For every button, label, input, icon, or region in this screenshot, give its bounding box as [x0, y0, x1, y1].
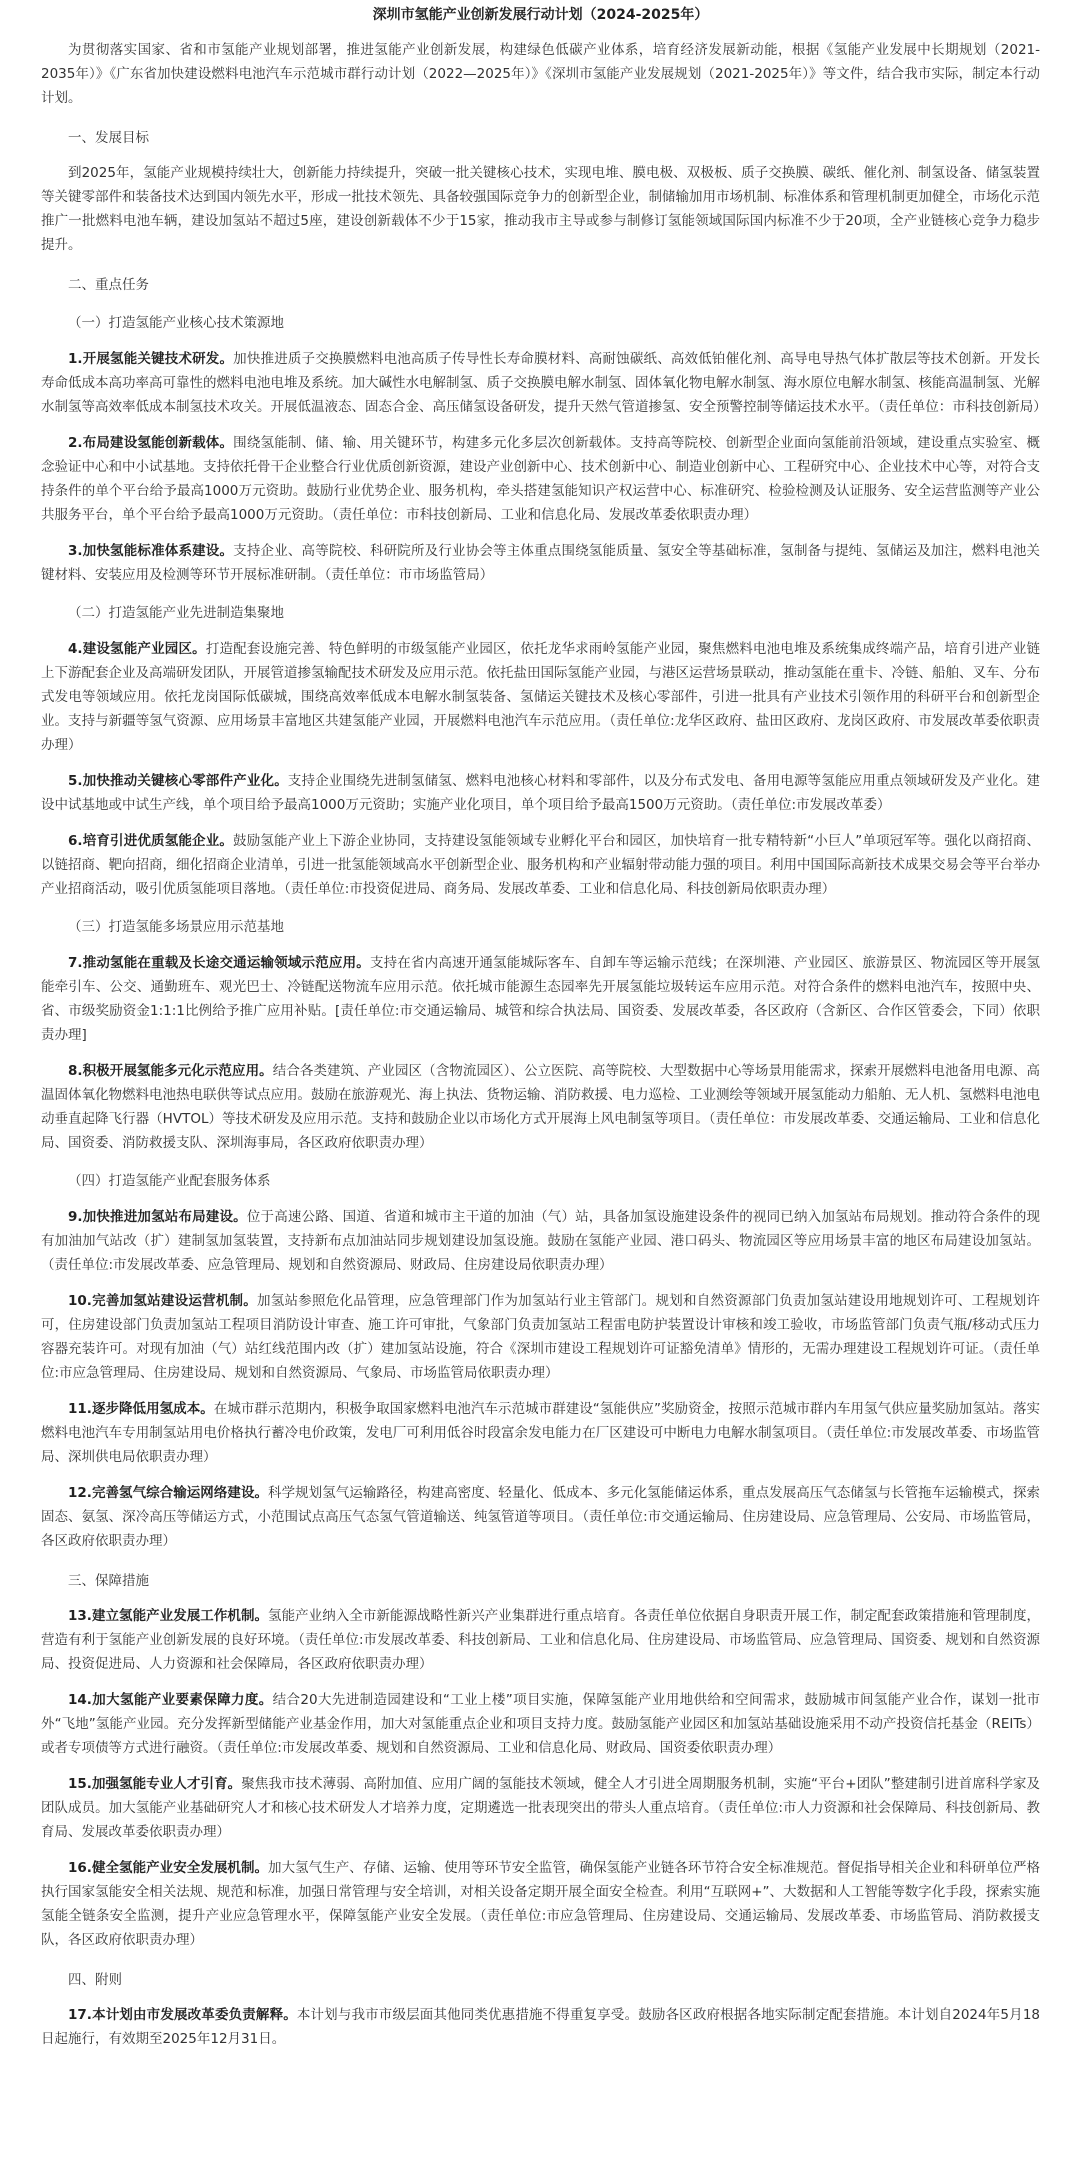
item-9	[41, 1205, 1040, 1277]
item-12-lead: 12.完善氢气综合输运网络建设。	[68, 1485, 269, 1501]
item-10-body: 加氢站参照危化品管理，应急管理部门作为加氢站行业主管部门。规划和自然资源部门负责加氢站建设用地规划许可、工程规划许可，住房建设部门负责加氢站工程项目消防设计审查、施工许可审批，气象部门负责加氢站工程雷电防护装置设计审核和竣工验收，市场监管部门负责气瓶/移动式压力容器充装许可。对现有加油（气）站红线范围内改（扩）建加氢站设施，符合《深圳市建设工程规划许可证豁免清单》情形的，无需办理建设工程规划许可证。（责任单位:市应急管理局、住房建设局、规划和自然资源局、气象局、市场监管局依职责办理）	[41, 1293, 1040, 1381]
item-4-lead: 4.建设氢能产业园区。	[68, 641, 206, 657]
item-5	[41, 769, 1040, 817]
item-12	[41, 1481, 1040, 1553]
item-10	[41, 1289, 1040, 1385]
item-6-lead: 6.培育引进优质氢能企业。	[68, 833, 234, 849]
item-2-lead: 2.布局建设氢能创新载体。	[68, 435, 234, 451]
item-8-body: 结合各类建筑、产业园区（含物流园区）、公立医院、高等院校、大型数据中心等场景用能需求，探索开展燃料电池备用电源、高温固体氧化物燃料电池热电联供等试点应用。鼓励在旅游观光、海上执法、货物运输、消防救援、电力巡检、工业测绘等领域开展氢能动力船舶、无人机、氢燃料电池电动垂直起降飞行器（HVTOL）等技术研发及应用示范。支持和鼓励企业以市场化方式开展海上风电制氢等项目。（责任单位：市发展改革委、交通运输局、工业和信息化局、国资委、消防救援支队、深圳海事局，各区政府依职责办理）	[41, 1063, 1040, 1151]
item-17	[41, 2003, 1040, 2051]
section-safeguards	[41, 1569, 1040, 1952]
item-7-body: 支持在省内高速开通氢能城际客车、自卸车等运输示范线；在深圳港、产业园区、旅游景区、物流园区等开展氢能牵引车、公交、通勤班车、观光巴士、冷链配送物流车应用示范。依托城市能源生态园率先开展氢能垃圾转运车应用示范。对符合条件的燃料电池汽车，按照中央、省、市级奖励资金1:1:1比例给予推广应用补贴。[责任单位:市交通运输局、城管和综合执法局、国资委、发展改革委，各区政府（含新区、合作区管委会，下同）依职责办理]	[41, 955, 1041, 1043]
item-14-lead: 14.加大氢能产业要素保障力度。	[68, 1692, 273, 1708]
item-2	[41, 431, 1040, 527]
item-6-body: 鼓励氢能产业上下游企业协同，支持建设氢能领域专业孵化平台和园区，加快培育一批专精特新“小巨人”单项冠军等。强化以商招商、以链招商、靶向招商，细化招商企业清单，引进一批氢能领域高水平创新型企业、服务机构和产业辐射带动能力强的项目。利用中国国际高新技术成果交易会等平台举办产业招商活动，吸引优质氢能项目落地。（责任单位:市投资促进局、商务局、发展改革委、工业和信息化局、科技创新局依职责办理）	[41, 833, 1040, 897]
item-11-lead: 11.逐步降低用氢成本。	[68, 1401, 214, 1417]
goal-paragraph: 到2025年，氢能产业规模持续壮大，创新能力持续提升，突破一批关键核心技术，实现电堆、膜电极、双极板、质子交换膜、碳纸、催化剂、制氢设备、储氢装置等关键零部件和装备技术达到国内领先水平，形成一批技术领先、具备较强国际竞争力的创新型企业，制储输加用市场机制、标准体系和管理机制更加健全，市场化示范推广一批燃料电池车辆，建设加氢站不超过5座，建设创新载体不少于15家，推动我市主导或参与制修订氢能领域国际国内标准不少于20项，全产业链核心竞争力稳步提升。	[41, 165, 1040, 253]
item-2-body: 围绕氢能制、储、输、用关键环节，构建多元化多层次创新载体。支持高等院校、创新型企业面向氢能前沿领域，建设重点实验室、概念验证中心和中小试基地。支持依托骨干企业整合行业优质创新资源，建设产业创新中心、技术创新中心、制造业创新中心、工程研究中心、企业技术中心等，对符合支持条件的单个平台给予最高1000万元资助。鼓励行业优势企业、服务机构，牵头搭建氢能知识产权运营中心、标准研究、检验检测及认证服务、安全运营监测等产业公共服务平台，单个平台给予最高1000万元资助。（责任单位：市科技创新局、工业和信息化局、发展改革委依职责办理）	[41, 435, 1041, 523]
item-6	[41, 829, 1040, 901]
section-heading-safeguards: 三、保障措施	[68, 1573, 149, 1589]
item-4	[41, 637, 1040, 757]
item-5-body: 支持企业围绕先进制氢储氢、燃料电池核心材料和零部件，以及分布式发电、备用电源等氢能应用重点领域研发及产业化。建设中试基地或中试生产线，单个项目给予最高1000万元资助；实施产业化项目，单个项目给予最高1500万元资助。（责任单位:市发展改革委）	[41, 773, 1040, 813]
subsection-heading-3: （三）打造氢能多场景应用示范基地	[68, 919, 284, 935]
item-7-lead: 7.推动氢能在重载及长途交通运输领域示范应用。	[68, 955, 370, 971]
item-8	[41, 1059, 1040, 1155]
section-heading-appendix: 四、附则	[68, 1972, 122, 1988]
item-11	[41, 1397, 1040, 1469]
item-7	[41, 951, 1040, 1047]
item-13-body: 氢能产业纳入全市新能源战略性新兴产业集群进行重点培育。各责任单位依据自身职责开展工作，制定配套政策措施和管理制度，营造有利于氢能产业创新发展的良好环境。（责任单位:市发展改革委、科技创新局、工业和信息化局、住房建设局、市场监管局、应急管理局、国资委、规划和自然资源局、投资促进局、人力资源和社会保障局，各区政府依职责办理）	[41, 1608, 1040, 1672]
item-1-body: 加快推进质子交换膜燃料电池高质子传导性长寿命膜材料、高耐蚀碳纸、高效低铂催化剂、高导电导热气体扩散层等技术创新。开发长寿命低成本高功率高可靠性的燃料电池电堆及系统。加大碱性水电解制氢、质子交换膜电解水制氢、固体氧化物电解水制氢、海水原位电解水制氢、核能高温制氢、光解水制氢等高效率低成本制氢技术攻关。开展低温液态、固态合金、高压储氢设备研发，提升天然气管道掺氢、安全预警控制等储运技术水平。（责任单位：市科技创新局）	[41, 351, 1047, 415]
subsection-heading-1: （一）打造氢能产业核心技术策源地	[68, 315, 284, 331]
item-1-lead: 1.开展氢能关键技术研发。	[68, 351, 234, 367]
item-15	[41, 1772, 1040, 1844]
intro-paragraph: 为贯彻落实国家、省和市氢能产业规划部署，推进氢能产业创新发展，构建绿色低碳产业体系，培育经济发展新动能，根据《氢能产业发展中长期规划（2021-2035年）》《广东省加快建设燃料电池汽车示范城市群行动计划（2022—2025年）》《深圳市氢能产业发展规划（2021-2025年）》等文件，结合我市实际，制定本行动计划。	[41, 42, 1040, 106]
section-tasks	[41, 273, 1047, 1553]
item-9-body: 位于高速公路、国道、省道和城市主干道的加油（气）站，具备加氢设施建设条件的视同已纳入加氢站布局规划。推动符合条件的现有加油加气站改（扩）建制氢加氢装置，支持新布点加油站同步规划建设加氢设施。鼓励在氢能产业园、港口码头、物流园区等应用场景丰富的地区布局建设加氢站。（责任单位:市发展改革委、应急管理局、规划和自然资源局、财政局、住房建设局依职责办理）	[41, 1209, 1040, 1273]
item-9-lead: 9.加快推进加氢站布局建设。	[68, 1209, 247, 1225]
item-11-body: 在城市群示范期内，积极争取国家燃料电池汽车示范城市群建设“氢能供应”奖励资金，按照示范城市群内车用氢气供应量奖励加氢站。落实燃料电池汽车专用制氢站用电价格执行蓄冷电价政策，发电厂可利用低谷时段富余发电能力在厂区建设可中断电力电解水制氢项目。（责任单位:市发展改革委、市场监管局、深圳供电局依职责办理）	[41, 1401, 1040, 1465]
item-14	[41, 1688, 1040, 1760]
item-1	[41, 347, 1047, 419]
item-3-body: 支持企业、高等院校、科研院所及行业协会等主体重点围绕氢能质量、氢安全等基础标准，氢制备与提纯、氢储运及加注，燃料电池关键材料、安装应用及检测等环节开展标准研制。（责任单位：市市场监管局）	[41, 543, 1041, 583]
item-16	[41, 1856, 1040, 1952]
item-13	[41, 1604, 1040, 1676]
item-16-body: 加大氢气生产、存储、运输、使用等环节安全监管，确保氢能产业链各环节符合安全标准规范。督促指导相关企业和科研单位严格执行国家氢能安全相关法规、规范和标准，加强日常管理与安全培训，对相关设备定期开展全面安全检查。利用“互联网+”、大数据和人工智能等数字化手段，探索实施氢能全链条安全监测，提升产业应急管理水平，保障氢能产业安全发展。（责任单位:市应急管理局、住房建设局、交通运输局、发展改革委、市场监管局、消防救援支队，各区政府依职责办理）	[41, 1860, 1040, 1948]
item-5-lead: 5.加快推动关键核心零部件产业化。	[68, 773, 288, 789]
section-appendix	[41, 1968, 1040, 2051]
item-14-body: 结合20大先进制造园建设和“工业上楼”项目实施，保障氢能产业用地供给和空间需求，鼓励城市间氢能产业合作，谋划一批市外“飞地”氢能产业园。充分发挥新型储能产业基金作用，加大对氢能重点企业和项目支持力度。鼓励氢能产业园区和加氢站基础设施采用不动产投资信托基金（REITs）或者专项债等方式进行融资。（责任单位:市发展改革委、规划和自然资源局、工业和信息化局、财政局、国资委依职责办理）	[41, 1692, 1040, 1756]
section-goal	[41, 126, 1040, 257]
section-heading-tasks: 二、重点任务	[68, 277, 149, 293]
item-8-lead: 8.积极开展氢能多元化示范应用。	[68, 1063, 273, 1079]
subsection-heading-4: （四）打造氢能产业配套服务体系	[68, 1173, 271, 1189]
item-15-lead: 15.加强氢能专业人才引育。	[68, 1776, 242, 1792]
item-12-body: 科学规划氢气运输路径，构建高密度、轻量化、低成本、多元化氢能储运体系，重点发展高压气态储氢与长管拖车运输模式，探索固态、氨氢、深冷高压等储运方式，小范围试点高压气态氢气管道输送、纯氢管道等项目。（责任单位:市交通运输局、住房建设局、应急管理局、公安局、市场监管局，各区政府依职责办理）	[41, 1485, 1040, 1549]
item-10-lead: 10.完善加氢站建设运营机制。	[68, 1293, 258, 1309]
document-title: 深圳市氢能产业创新发展行动计划（2024-2025年）	[372, 7, 709, 23]
item-17-body: 本计划与我市市级层面其他同类优惠措施不得重复享受。鼓励各区政府根据各地实际制定配套措施。本计划自2024年5月18日起施行，有效期至2025年12月31日。	[41, 2007, 1040, 2047]
section-heading-goal: 一、发展目标	[68, 130, 149, 146]
item-16-lead: 16.健全氢能产业安全发展机制。	[68, 1860, 269, 1876]
item-3-lead: 3.加快氢能标准体系建设。	[68, 543, 234, 559]
item-15-body: 聚焦我市技术薄弱、高附加值、应用广阔的氢能技术领域，健全人才引进全周期服务机制，实施“平台+团队”整建制引进首席科学家及团队成员。加大氢能产业基础研究人才和核心技术研发人才培养力度，定期遴选一批表现突出的带头人重点培育。（责任单位:市人力资源和社会保障局、科技创新局、教育局、发展改革委依职责办理）	[41, 1776, 1040, 1840]
item-3	[41, 539, 1040, 587]
item-17-lead: 17.本计划由市发展改革委负责解释。	[68, 2007, 297, 2023]
item-13-lead: 13.建立氢能产业发展工作机制。	[68, 1608, 269, 1624]
subsection-heading-2: （二）打造氢能产业先进制造集聚地	[68, 605, 284, 621]
item-4-body: 打造配套设施完善、特色鲜明的市级氢能产业园区，依托龙华求雨岭氢能产业园，聚焦燃料电池电堆及系统集成终端产品，培育引进产业链上下游配套企业及高端研发团队，开展管道掺氢输配技术研发及应用示范。依托盐田国际氢能产业园，与港区运营场景联动，推动氢能在重卡、冷链、船舶、叉车、分布式发电等领域应用。依托龙岗国际低碳城，围绕高效率低成本电解水制氢装备、氢储运关键技术及核心零部件，引进一批具有产业技术引领作用的科研平台和创新型企业。支持与新疆等氢气资源、应用场景丰富地区共建氢能产业园，开展燃料电池汽车示范应用。（责任单位:龙华区政府、盐田区政府、龙岗区政府、市发展改革委依职责办理）	[41, 641, 1040, 753]
